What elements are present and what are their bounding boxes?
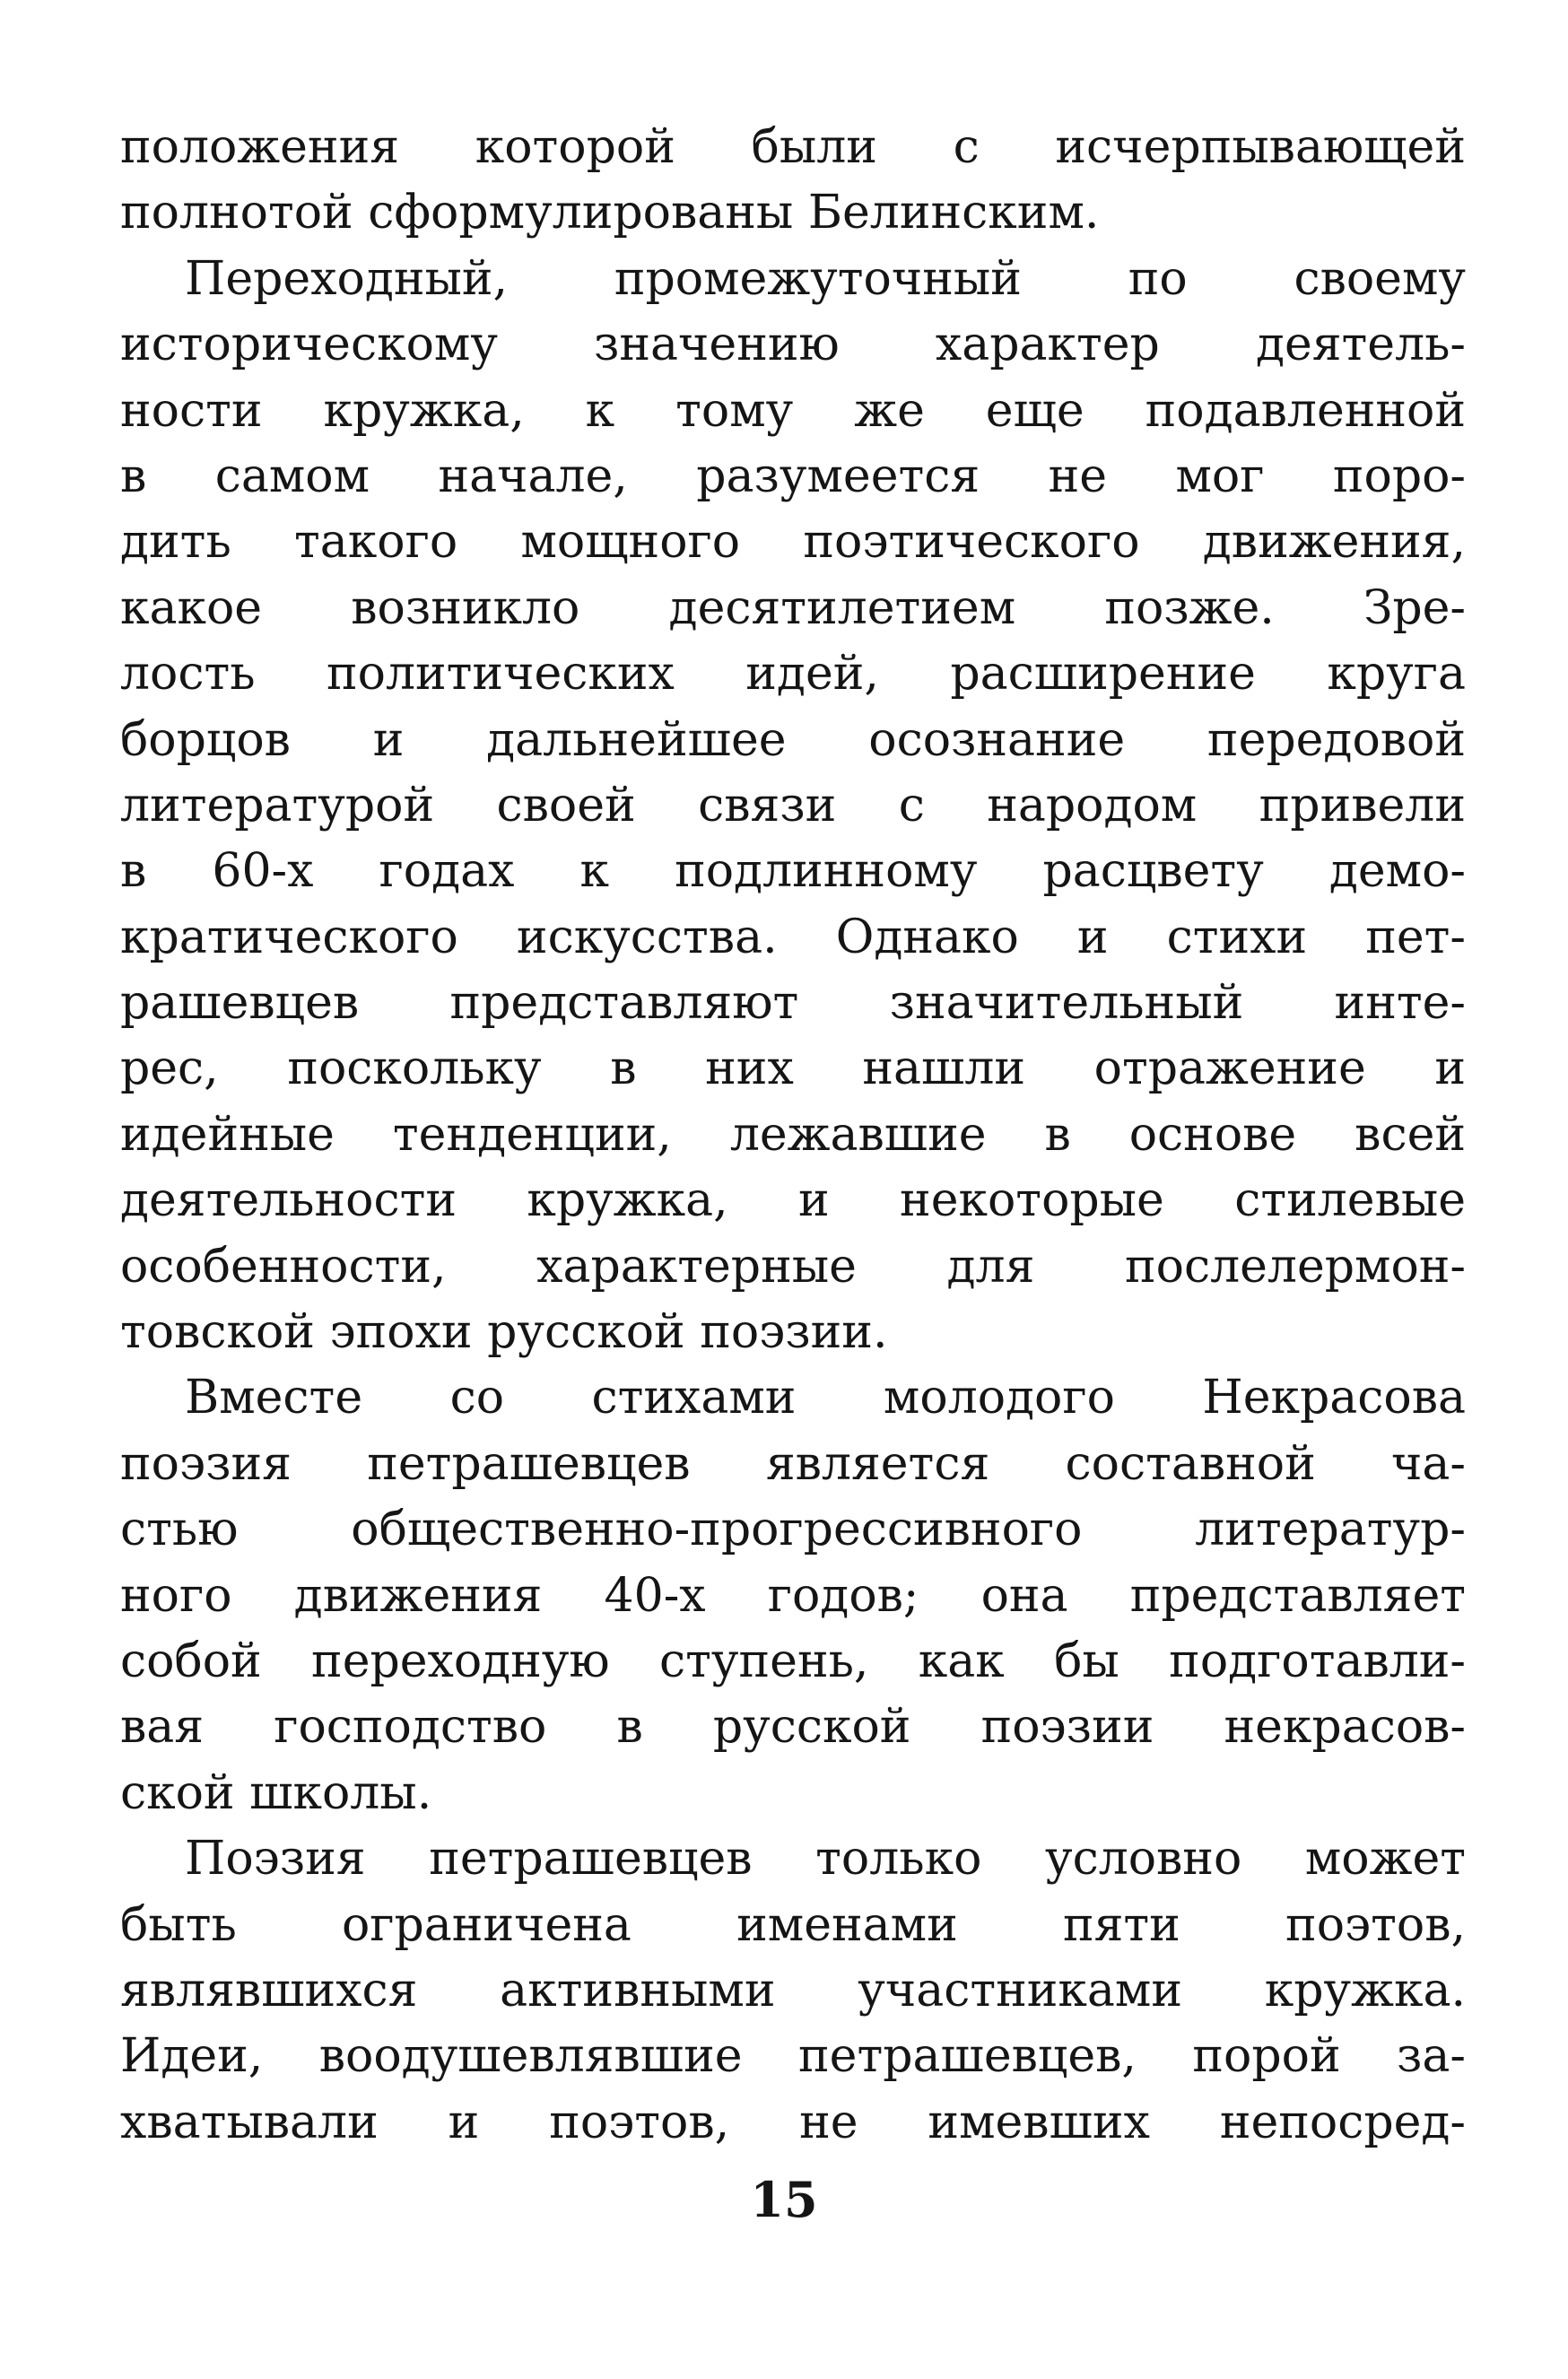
text-line: особенности, характерные для послелермон- — [120, 1239, 1466, 1294]
text-line: литературой своей связи с народом привели — [120, 778, 1466, 832]
text-line: в самом начале, разумеется не мог поро- — [120, 449, 1466, 503]
paragraph-3 — [120, 1365, 1466, 1826]
text-line: полнотой сформулированы Белинским. — [120, 186, 1100, 240]
text-line: ного движения 40-х годов; она представляет — [120, 1568, 1466, 1623]
text-line: лость политических идей, расширение круга — [120, 647, 1466, 702]
text-line: ской школы. — [120, 1765, 432, 1820]
text-line: идейные тенденции, лежавшие в основе всей — [120, 1107, 1466, 1162]
text-line: рашевцев представляют значительный инте- — [120, 976, 1466, 1031]
page-number: 15 — [750, 2171, 818, 2228]
text-line: товской эпохи русской поэзии. — [120, 1305, 888, 1360]
paragraph-4 — [120, 1826, 1466, 2156]
text-line: хватывали и поэтов, не имевших непосред- — [120, 2095, 1466, 2149]
text-line: положения которой были с исчерпывающей — [120, 120, 1466, 174]
text-line: стью общественно-прогрессивного литератур- — [120, 1503, 1466, 1557]
text-line: собой переходную ступень, как бы подготавли- — [120, 1634, 1466, 1688]
text-line: борцов и дальнейшее осознание передовой — [120, 712, 1466, 767]
text-line: вая господство в русской поэзии некрасов- — [120, 1700, 1466, 1755]
paragraph-2 — [120, 247, 1466, 1366]
text-line: историческому значению характер деятель- — [120, 318, 1466, 372]
paragraph-1 — [120, 115, 1466, 247]
text-line: Переходный, промежуточный по своему — [185, 251, 1466, 306]
text-line: деятельности кружка, и некоторые стилевые — [120, 1173, 1466, 1228]
text-line: быть ограничена именами пяти поэтов, — [120, 1897, 1466, 1952]
text-line: Вместе со стихами молодого Некрасова — [185, 1371, 1466, 1425]
text-line: ности кружка, к тому же еще подавленной — [120, 383, 1466, 438]
text-line: Поэзия петрашевцев только условно может — [185, 1832, 1466, 1887]
text-line: рес, поскольку в них нашли отражение и — [120, 1041, 1466, 1096]
text-line: дить такого мощного поэтического движения, — [120, 515, 1466, 570]
text-line: в 60-х годах к подлинному расцвету демо- — [120, 844, 1466, 899]
text-line: являвшихся активными участниками кружка. — [120, 1963, 1466, 2017]
text-line: кратического искусства. Однако и стихи пет- — [120, 910, 1466, 964]
text-line: какое возникло десятилетием позже. Зре- — [120, 580, 1466, 635]
text-line: Идеи, воодушевлявшие петрашевцев, порой за- — [120, 2029, 1466, 2084]
body-text — [120, 115, 1466, 2156]
text-line: поэзия петрашевцев является составной ча- — [120, 1436, 1466, 1491]
